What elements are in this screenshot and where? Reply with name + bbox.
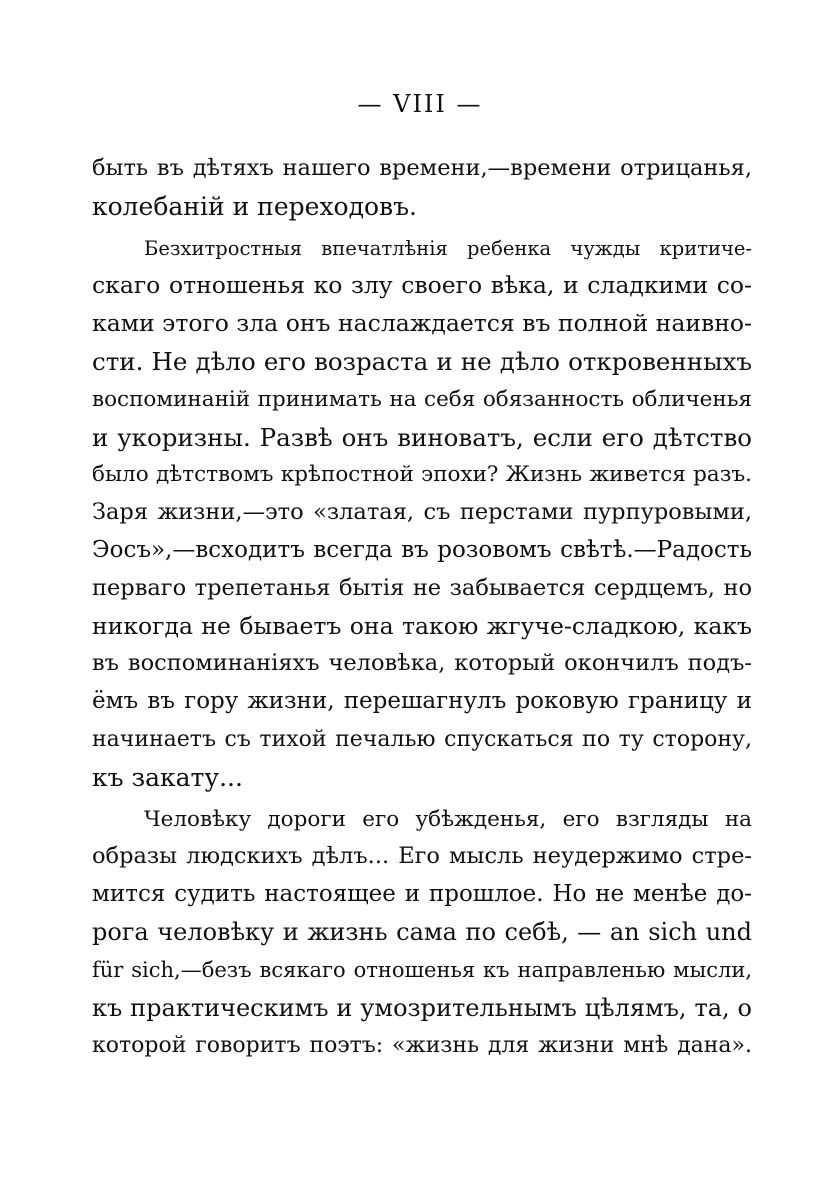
body-text [92,150,752,1065]
text-line: Заря жизни,—это «златая, съ перстами пурпуровыми, [92,499,752,526]
text-line: къ практическимъ и умозрительнымъ цѣлямъ, та, о [92,993,752,1022]
text-line: Человѣку дороги его убѣжденья, его взгляды на [144,806,752,832]
text-line: колебаній и переходовъ. [92,191,417,221]
text-line: für sich,—безъ всякаго отношенья къ направленью мысли, [92,957,752,982]
text-line: начинаетъ съ тихой печалью спускаться по ту сторону, [92,726,752,752]
text-line: сти. Не дѣло его возраста и не дѣло откровенныхъ [92,346,752,376]
text-line: быть въ дѣтяхъ нашего времени,—времени отрицанья, [92,155,752,181]
text-line: ёмъ въ гору жизни, перешагнулъ роковую границу и [92,688,752,715]
text-line: Эосъ»,—всходитъ всегда въ розовомъ свѣтѣ.—Радость [92,536,752,563]
text-line: рога человѣку и жизнь сама по себѣ, — an sich und [92,917,752,946]
text-line: мится судить настоящее и прошлое. Но не менѣе до- [92,881,752,908]
text-line: скаго отношенья ко злу своего вѣка, и сладкими со- [92,271,752,300]
text-line: образы людскихъ дѣлъ... Его мысль неудержимо стре- [92,843,752,870]
text-line: Безхитростныя впечатлѣнія ребенка чужды критиче- [144,236,752,260]
text-line: никогда не бываетъ она такою жгуче-сладкою, какъ [92,611,752,640]
text-line: къ закату... [92,762,243,792]
text-line: воспоминаній принимать на себя обязанность обличенья [92,386,752,412]
text-line: и укоризны. Развѣ онъ виноватъ, если его дѣтство [92,422,752,452]
page-number-header: — VIII — [357,90,483,118]
text-line: въ воспоминаніяхъ человѣка, который окончилъ подъ- [92,650,752,677]
text-line: было дѣтствомъ крѣпостной эпохи? Жизнь живется разъ. [92,462,752,488]
text-line: которой говоритъ поэтъ: «жизнь для жизни мнѣ дана». [92,1033,752,1059]
text-line: перваго трепетанья бытія не забывается сердцемъ, но [92,574,752,601]
text-line: ками этого зла онъ наслаждается въ полной наивно- [92,309,752,338]
